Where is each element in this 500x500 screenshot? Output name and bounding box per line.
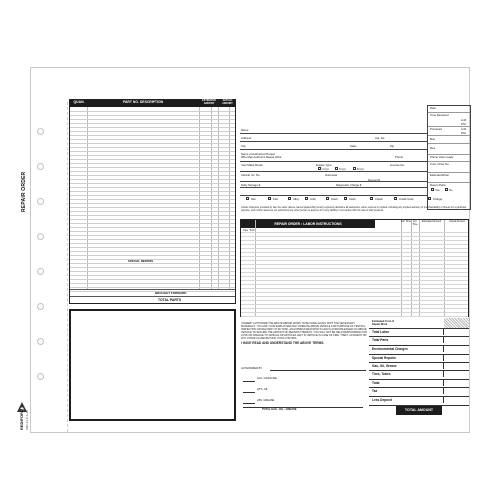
labor-row[interactable] [241,268,468,269]
est-time-header: Est. Time [401,220,411,223]
totals-row-label: Gas, Oil, Grease [372,364,397,368]
parts-row[interactable] [70,167,235,168]
parts-row[interactable] [70,115,235,116]
parts-row[interactable] [70,155,235,156]
parts-row[interactable] [70,143,235,144]
binder-hole [37,233,44,240]
labor-row[interactable] [241,248,468,249]
labor-row[interactable] [241,256,468,257]
option-checkbox[interactable] [268,197,271,200]
state-label: State [350,144,357,148]
parts-row[interactable] [70,247,235,248]
parts-row[interactable] [70,119,235,120]
payment-checkbox[interactable] [370,197,373,200]
labor-row[interactable] [241,312,468,313]
totals-row-label: Special Repairs [372,356,396,360]
labor-row[interactable] [241,316,468,317]
estimate-writer-label: Estimate/Writer [430,173,450,177]
cyl-4-checkbox[interactable] [318,167,321,170]
totals-amount-field[interactable] [443,328,469,335]
labor-table [240,219,469,317]
fuel-line[interactable] [243,381,255,382]
parts-row[interactable] [70,147,235,148]
totals-row-label: Total Parts [372,338,389,342]
binder-hole [37,268,44,275]
fuel-line[interactable] [243,403,255,404]
option-checkbox[interactable] [305,197,308,200]
labor-row[interactable] [241,244,468,245]
binder-hole [37,303,44,310]
brand-name: REDIFORM [19,408,24,430]
oil-label: QTS. OIL [257,388,268,391]
no-label: No [449,188,453,192]
grease-label: LBS. GREASE [257,399,275,402]
col-actual: ACTUAL AMOUNT [222,99,233,105]
gasoline-label: GAL. GASOLINE [257,377,277,380]
deposit-label: Deposit $ [368,178,380,182]
payment-label: Cash [349,197,356,201]
parts-row[interactable] [70,131,235,132]
totals-row-label: Environmental Charges [372,347,408,351]
totals-amount-field[interactable] [443,387,469,394]
phone-ready-label: Phone when ready [430,155,454,159]
notes-box[interactable] [69,309,236,421]
totals-amount-field[interactable] [443,370,469,377]
return-parts-label: Return Parts [430,183,446,187]
col-quan: QUAN. [73,100,85,104]
authorization-paragraph: I HEREBY AUTHORIZE THE ABOVE REPAIR WORK TO BE DONE ALONG WITH THE NECESSARY MATERIALS. YOU AND YOUR EMPLOYEES MAY OPERATE ABOVE VEHICLE FOR PURPOSE OF TESTING, INSPECTION OR DELIVERY AT MY RISK. AN EXPRESS MECHANIC'S LIEN IS ACKNOWLEDGED ON ABOVE VEHICLE TO SECURE THE AMOUNT OF REPAIRS THERETO. YOU WILL NOT BE HELD RESPONSIBLE FOR LOSS OR DAMAGE TO VEHICLE OR ARTICLES LEFT IN VEHICLE IN CASE OF FIRE, THEFT, ACCIDENT OR ANY OTHER CAUSE BEYOND YOUR CONTROL. [241,322,367,341]
totals-amount-field[interactable] [443,345,469,352]
payment-label: Credit Card [399,197,414,201]
time-received-label: Time Received [430,113,449,117]
totals-amount-field[interactable] [443,379,469,386]
parts-row[interactable] [70,207,235,208]
binder-hole [37,338,44,345]
engine-type-label: Engine Type [316,163,332,167]
parts-row[interactable] [70,223,235,224]
binder-hole [37,198,44,205]
labor-row[interactable] [241,272,468,273]
totals-row-label: Total Labor [372,330,390,334]
form-number: AR1-11-C 1-31 [25,410,29,430]
labor-row[interactable] [241,300,468,301]
hatched-cell [444,318,469,328]
parts-row[interactable] [70,163,235,164]
odometer-label: Odometer [325,173,338,177]
license-label: License No. [390,163,405,167]
option-label: Anth [310,197,316,201]
pm-label: P.M. [461,131,467,135]
totals-row-line [369,405,469,406]
am-label: A.M. [461,127,467,131]
estimated-cost-label: Estimated Cost of Repair Work [372,320,395,326]
diagnostic-label: Diagnostic Charge $ [336,183,362,187]
parts-row[interactable] [70,191,235,192]
parts-row[interactable] [70,159,235,160]
perforation-line [67,102,68,432]
totals-row-label: Tires, Tubes [372,372,391,376]
totals-amount-field[interactable] [443,336,469,343]
warranty-disclaimer: Unless otherwise provided by law, the seller (above named dealership) hereby expressly disclaims all warranties, either express or implied, including any implied warranty of merchantability or fitness for a particular purpose, and neither assumes nor authorizes any other person to assume for it any liability in connection with the sale of said products. [241,206,467,212]
payment-checkbox[interactable] [394,197,397,200]
cust-order-label: Cust. Order No. [430,162,450,166]
parts-header [70,100,235,107]
yes-label: Yes [435,188,440,192]
agree-statement: I HAVE READ AND UNDERSTAND THE ABOVE TERMS. [241,340,325,345]
labor-row[interactable] [241,236,468,237]
year-make-label: Year Make Model [241,163,263,167]
parts-row[interactable] [70,139,235,140]
cyl-6-checkbox[interactable] [335,167,338,170]
labor-row[interactable] [241,232,468,233]
parts-table [69,99,236,304]
parts-row[interactable] [70,151,235,152]
promised-label: Promised [430,127,442,131]
zip-label: Zip [390,144,394,148]
parts-row[interactable] [70,219,235,220]
parts-row[interactable] [70,123,235,124]
name-label: Name [241,128,249,132]
option-label: Nat. [251,197,257,201]
parts-row[interactable] [70,235,235,236]
option-label: Alloy [293,197,300,201]
cyl-6-label: 6 Cyl. [339,167,347,171]
am-label: A.M. [461,118,467,122]
estimated-amount-header: Estimated Amount [421,220,442,223]
cyl-8-label: 8 Cyl. [357,167,365,171]
parts-row[interactable] [70,255,235,256]
signature-line[interactable] [270,370,366,371]
bus-label: Bus. [430,137,436,141]
authorization-text [241,322,369,357]
option-checkbox[interactable] [246,197,249,200]
payment-label: Check [375,197,383,201]
option-checkbox[interactable] [288,197,291,200]
parts-row[interactable] [70,231,235,232]
labor-row[interactable] [241,280,468,281]
totals-row-label: Tax [372,389,378,393]
parts-row[interactable] [70,291,235,292]
divider [70,289,235,290]
parts-row[interactable] [70,179,235,180]
labor-row[interactable] [241,284,468,285]
oper-tech-label: Oper. Tech. [243,229,256,232]
parts-row[interactable] [70,283,235,284]
labor-row[interactable] [241,308,468,309]
cyl-8-checkbox[interactable] [353,167,356,170]
parts-row[interactable] [70,239,235,240]
res-label: Res. [430,146,436,150]
parts-row[interactable] [70,243,235,244]
authorized-by-label: AUTHORIZED BY [241,367,263,370]
address-label: Address [241,136,252,140]
parts-row[interactable] [70,227,235,228]
parts-row[interactable] [70,259,235,260]
special-repairs-label: SPECIAL REPAIRS [128,259,154,263]
labor-row[interactable] [241,252,468,253]
brought-forward-label: BROUGHT FORWARD [155,291,187,295]
option-label: Flat [273,197,278,201]
side-info-box [427,105,471,210]
parts-row[interactable] [70,275,235,276]
parts-row[interactable] [70,195,235,196]
labor-row[interactable] [241,296,468,297]
binder-hole [37,163,44,170]
parts-row[interactable] [70,211,235,212]
parts-row[interactable] [70,279,235,280]
totals-row-label: Total [372,381,380,385]
apt-label: Apt. No. [375,136,386,140]
vehicle-id-label: Vehicle I.D. No. [241,173,261,177]
city-label: City [241,144,246,148]
divider [70,296,235,297]
binder-hole [37,373,44,380]
pm-label: P.M. [461,122,467,126]
daily-storage-label: Daily Storage $ [241,183,261,187]
parts-row[interactable] [70,135,235,136]
parts-row[interactable] [70,171,235,172]
fuel-line[interactable] [243,392,255,393]
return-yes-checkbox[interactable] [431,188,434,191]
authorized-person-label: Name of Authorized Person Who May Authorize Repair Work [241,152,282,159]
parts-row[interactable] [70,199,235,200]
labor-row[interactable] [241,276,468,277]
labor-row[interactable] [241,240,468,241]
date-label: Date [430,106,436,110]
side-title: REPAIR ORDER [21,171,27,212]
totals-amount-field[interactable] [443,396,469,403]
option-checkbox[interactable] [326,197,329,200]
totals-amount-field[interactable] [443,354,469,361]
col-description: PART NO. DESCRIPTION [122,100,164,104]
total-amount-label: TOTAL AMOUNT [396,406,442,415]
option-label: Cash [331,197,338,201]
parts-row[interactable] [70,251,235,252]
parts-row[interactable] [70,183,235,184]
total-parts-label: TOTAL PARTS [158,298,182,302]
parts-row[interactable] [70,267,235,268]
payment-checkbox[interactable] [344,197,347,200]
actual-amount-header: Actual Amount [449,220,465,223]
parts-row[interactable] [70,287,235,288]
parts-row[interactable] [70,175,235,176]
cyl-4-label: 4 Cyl. [322,167,330,171]
payment-label: Charge [433,197,443,201]
binder-hole [37,128,44,135]
act-time-header: Act. Time [412,220,418,226]
parts-row[interactable] [70,263,235,264]
col-estimated: ESTIMATED AMOUNT [202,99,216,105]
parts-row[interactable] [70,187,235,188]
parts-row[interactable] [70,215,235,216]
labor-row[interactable] [241,260,468,261]
divider [243,407,363,408]
phone-label: Phone [395,155,404,159]
parts-row[interactable] [70,271,235,272]
labor-row[interactable] [241,304,468,305]
labor-header: REPAIR ORDER • LABOR INSTRUCTIONS [241,220,375,228]
totals-row-label: Less Deposit [372,398,392,402]
totals-table [369,318,469,415]
totals-amount-field[interactable] [443,362,469,369]
parts-row[interactable] [70,111,235,112]
parts-row[interactable] [70,203,235,204]
return-no-checkbox[interactable] [445,188,448,191]
parts-row[interactable] [70,127,235,128]
total-fuel-label: TOTAL GAS - OIL - GREASE [262,408,297,411]
labor-row[interactable] [241,288,468,289]
labor-row[interactable] [241,264,468,265]
customer-info [240,99,427,195]
labor-row[interactable] [241,292,468,293]
